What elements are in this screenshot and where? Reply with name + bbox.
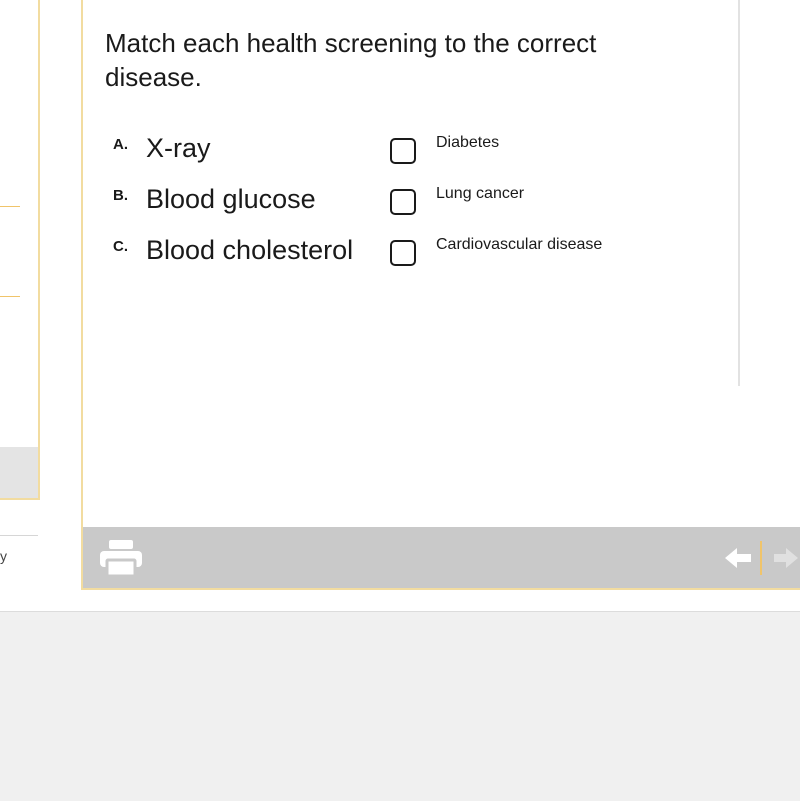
- item-letter: B.: [113, 187, 128, 204]
- printer-icon: [99, 539, 143, 577]
- left-truncated-text: y: [0, 548, 7, 564]
- left-divider-2: [0, 296, 20, 297]
- arrow-right-icon: [772, 545, 800, 571]
- left-separator: [0, 535, 38, 536]
- bottom-toolbar: [83, 527, 800, 588]
- scrollbar-track[interactable]: [738, 0, 740, 386]
- left-panel: [0, 0, 40, 500]
- print-button[interactable]: [99, 539, 143, 577]
- item-letter: C.: [113, 238, 128, 255]
- item-label: Blood glucose: [146, 184, 316, 214]
- item-letter: A.: [113, 136, 128, 153]
- left-panel-footer: [0, 447, 38, 498]
- arrow-left-icon: [723, 545, 753, 571]
- item-label: X-ray: [146, 133, 211, 163]
- answer-label: Diabetes: [436, 134, 500, 151]
- answer-label: Lung cancer: [436, 185, 525, 202]
- left-divider-1: [0, 206, 20, 207]
- answer-checkbox-3[interactable]: [390, 240, 416, 266]
- answer-checkbox-2[interactable]: [390, 189, 416, 215]
- next-button[interactable]: [772, 545, 800, 571]
- match-row-b: [113, 183, 713, 233]
- question-prompt: Match each health screening to the correct disease.: [105, 28, 597, 92]
- question-panel: [81, 0, 800, 590]
- match-row-c: [113, 234, 713, 284]
- answer-checkbox-1[interactable]: [390, 138, 416, 164]
- match-row-a: [113, 132, 713, 182]
- answer-label: Cardiovascular disease: [436, 236, 603, 253]
- page-background-bottom: [0, 611, 800, 801]
- previous-button[interactable]: [723, 545, 753, 571]
- nav-divider: [760, 541, 762, 575]
- item-label: Blood cholesterol: [146, 235, 354, 265]
